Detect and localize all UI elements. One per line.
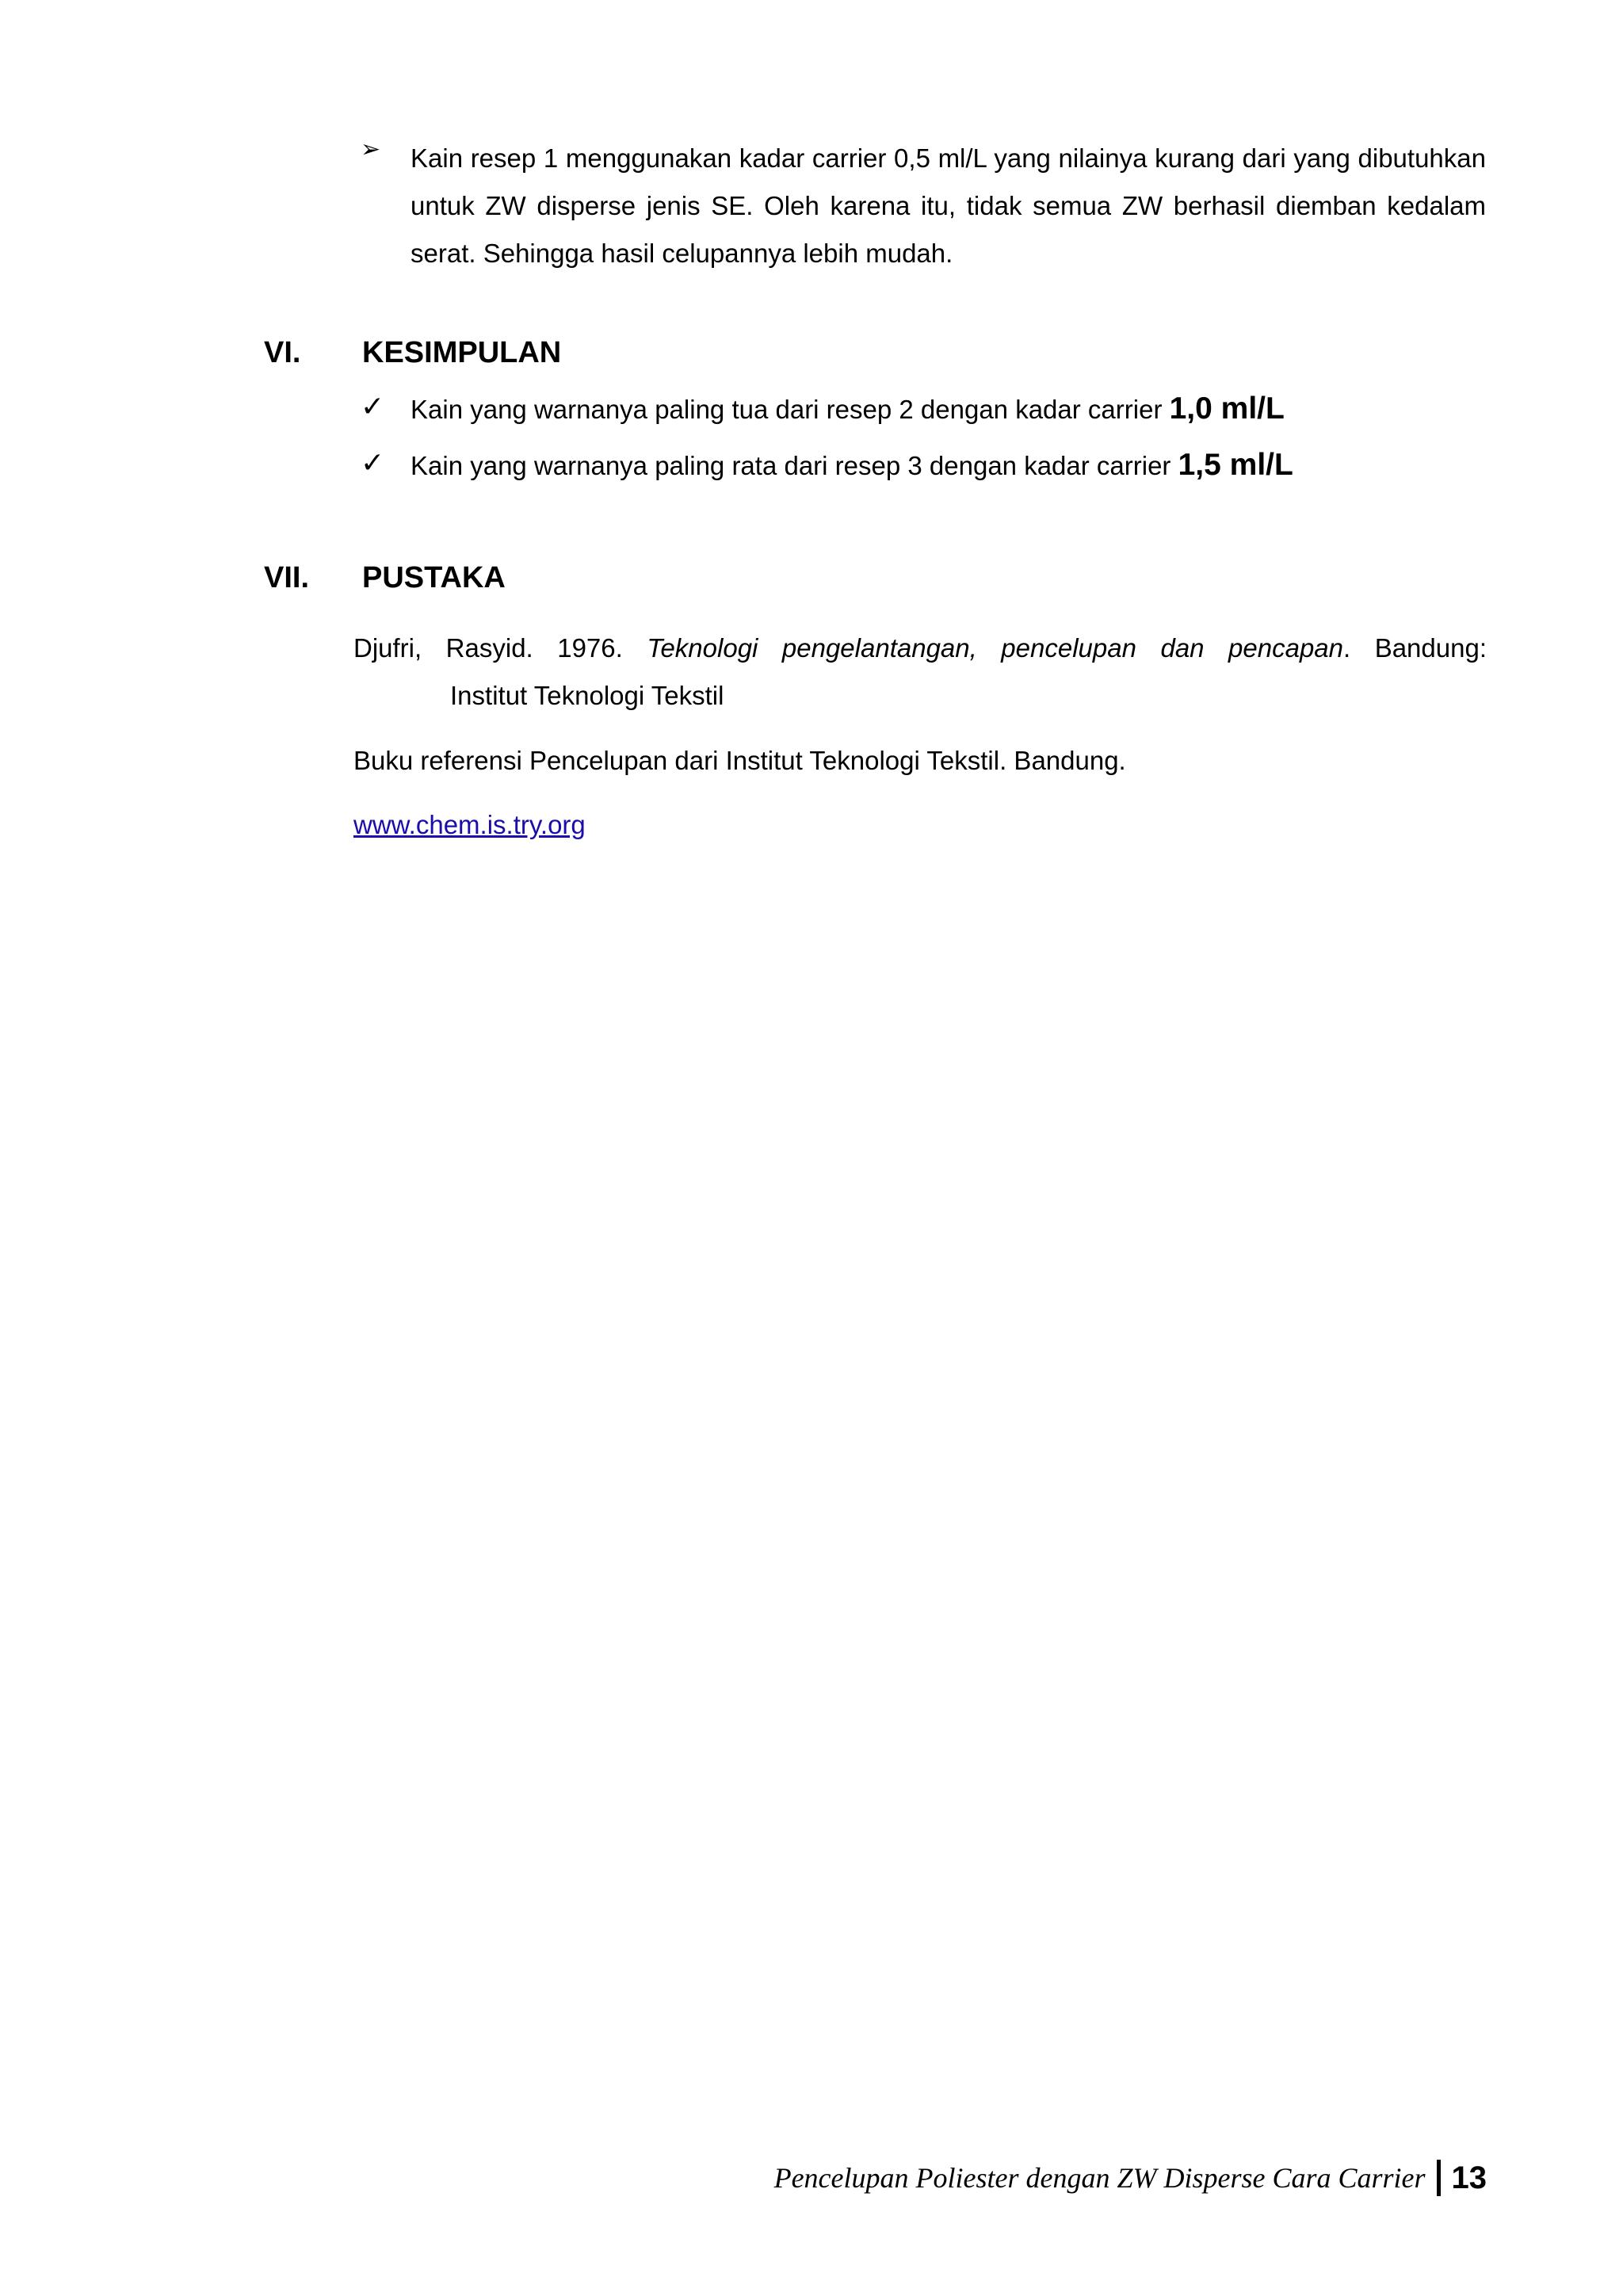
conclusion-value: 1,0 ml/L <box>1169 392 1285 426</box>
reference-link[interactable]: www.chem.is.try.org <box>353 810 586 839</box>
arrow-bullet-icon: ➢ <box>361 136 381 163</box>
section-number: VII. <box>264 561 310 594</box>
checkmark-icon: ✓ <box>361 391 385 423</box>
conclusion-item <box>361 448 1486 495</box>
footer-title: Pencelupan Poliester dengan ZW Disperse Cara Carrier <box>773 2162 1426 2194</box>
conclusion-text: Kain yang warnanya paling rata dari resep 3 dengan kadar carrier <box>411 451 1178 480</box>
reference-publisher: Institut Teknologi Tekstil <box>450 681 724 710</box>
footer-divider <box>1437 2160 1441 2196</box>
conclusion-item <box>361 392 1486 439</box>
conclusion-value: 1,5 ml/L <box>1178 448 1293 482</box>
arrow-bullet-text: Kain resep 1 menggunakan kadar carrier 0,5 ml/L yang nilainya kurang dari yang dibutuhkan untuk ZW disperse jenis SE. Oleh karena itu, tidak semua ZW berhasil diemban kedalam serat. Sehingga hasil celupannya lebih mudah. <box>411 143 1486 268</box>
reference-author: Djufri, Rasyid. 1976. <box>353 633 647 663</box>
conclusion-text: Kain yang warnanya paling tua dari resep 2 dengan kadar carrier <box>411 395 1170 424</box>
reference-entry <box>353 801 1487 849</box>
reference-entry: Buku referensi Pencelupan dari Institut Teknologi Tekstil. Bandung. <box>353 746 1126 775</box>
reference-book-title: Teknologi pengelantangan, pencelupan dan pencapan <box>647 633 1344 663</box>
page-number: 13 <box>1451 2160 1487 2195</box>
section-title: KESIMPULAN <box>362 336 562 369</box>
page-footer <box>774 2154 1487 2202</box>
reference-place: . Bandung: <box>1343 633 1487 663</box>
checkmark-icon: ✓ <box>361 447 385 479</box>
reference-entry <box>353 625 1487 720</box>
section-title: PUSTAKA <box>362 561 506 594</box>
section-number: VI. <box>264 336 301 369</box>
